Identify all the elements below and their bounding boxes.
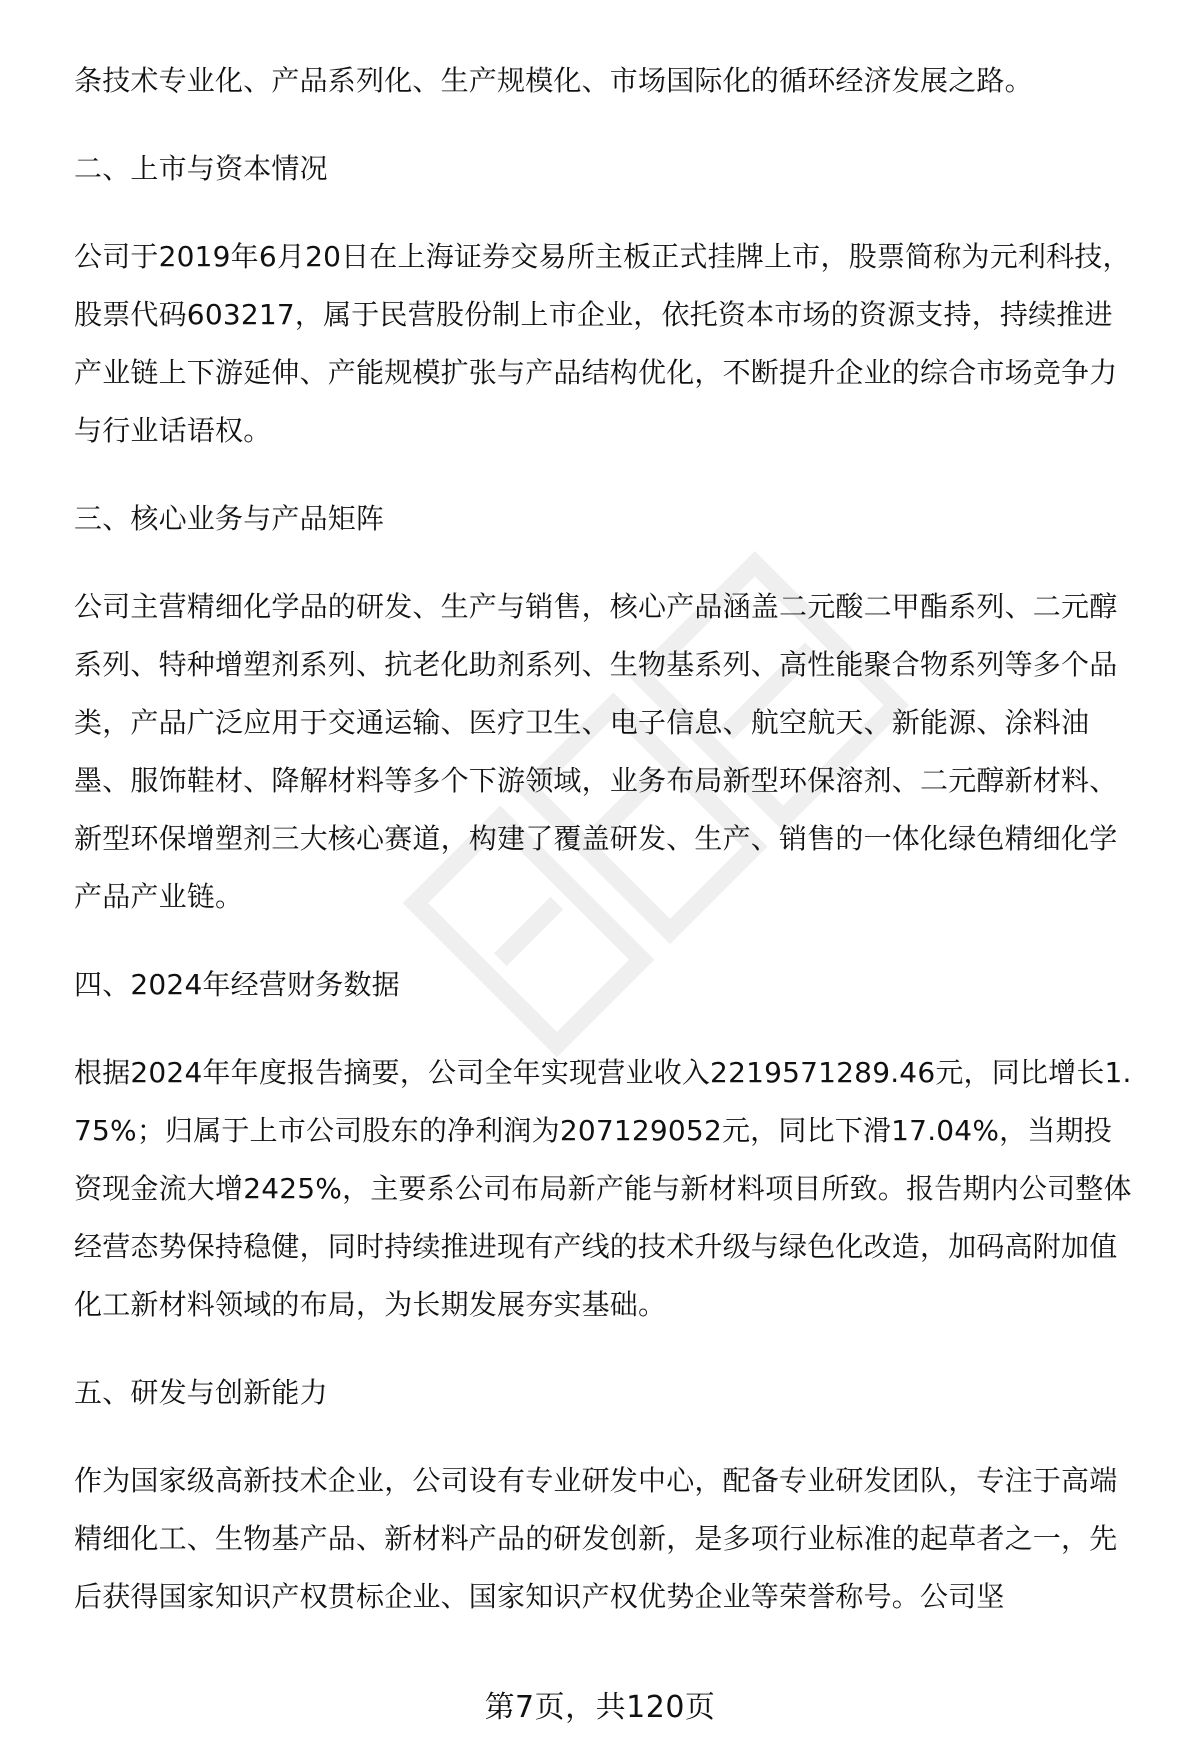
paragraph-listing: 公司于2019年6月20日在上海证券交易所主板正式挂牌上市，股票简称为元利科技，股票代码603217，属于民营股份制上市企业，依托资本市场的资源支持，持续推进产业链上下游延伸、产能规模扩张与产品结构优化，不断提升企业的综合市场竞争力与行业话语权。: [74, 240, 1131, 447]
paragraph-business: 公司主营精细化学品的研发、生产与销售，核心产品涵盖二元酸二甲酯系列、二元醇系列、特种增塑剂系列、抗老化助剂系列、生物基系列、高性能聚合物系列等多个品类，产品广泛应用于交通运输、医疗卫生、电子信息、航空航天、新能源、涂料油墨、服饰鞋材、降解材料等多个下游领域，业务布局新型环保溶剂、二元醇新材料、新型环保增塑剂三大核心赛道，构建了覆盖研发、生产、销售的一体化绿色精细化学产品产业链。: [74, 590, 1118, 913]
paragraph-rnd: 作为国家级高新技术企业，公司设有专业研发中心，配备专业研发团队，专注于高端精细化工、生物基产品、新材料产品的研发创新，是多项行业标准的起草者之一，先后获得国家知识产权贯标企业、国家知识产权优势企业等荣誉称号。公司坚: [74, 1464, 1118, 1613]
section-heading-listing: 二、上市与资本情况: [74, 152, 328, 185]
section-heading-financials: 四、2024年经营财务数据: [74, 968, 400, 1001]
paragraph-financials: 根据2024年年度报告摘要，公司全年实现营业收入2219571289.46元，同比增长1.75%；归属于上市公司股东的净利润为207129052元，同比下滑17.04%，当期投资现金流大增2425%，主要系公司布局新产能与新材料项目所致。报告期内公司整体经营态势保持稳健，同时持续推进现有产线的技术升级与绿色化改造，加码高附加值化工新材料领域的布局，为长期发展夯实基础。: [74, 1056, 1132, 1321]
section-heading-rnd: 五、研发与创新能力: [74, 1376, 328, 1409]
document-body: [74, 52, 1134, 1626]
paragraph-intro-tail: 条技术专业化、产品系列化、生产规模化、市场国际化的循环经济发展之路。: [74, 64, 1033, 97]
page-number-footer: 第7页，共120页: [484, 1690, 716, 1725]
section-heading-business: 三、核心业务与产品矩阵: [74, 502, 385, 535]
